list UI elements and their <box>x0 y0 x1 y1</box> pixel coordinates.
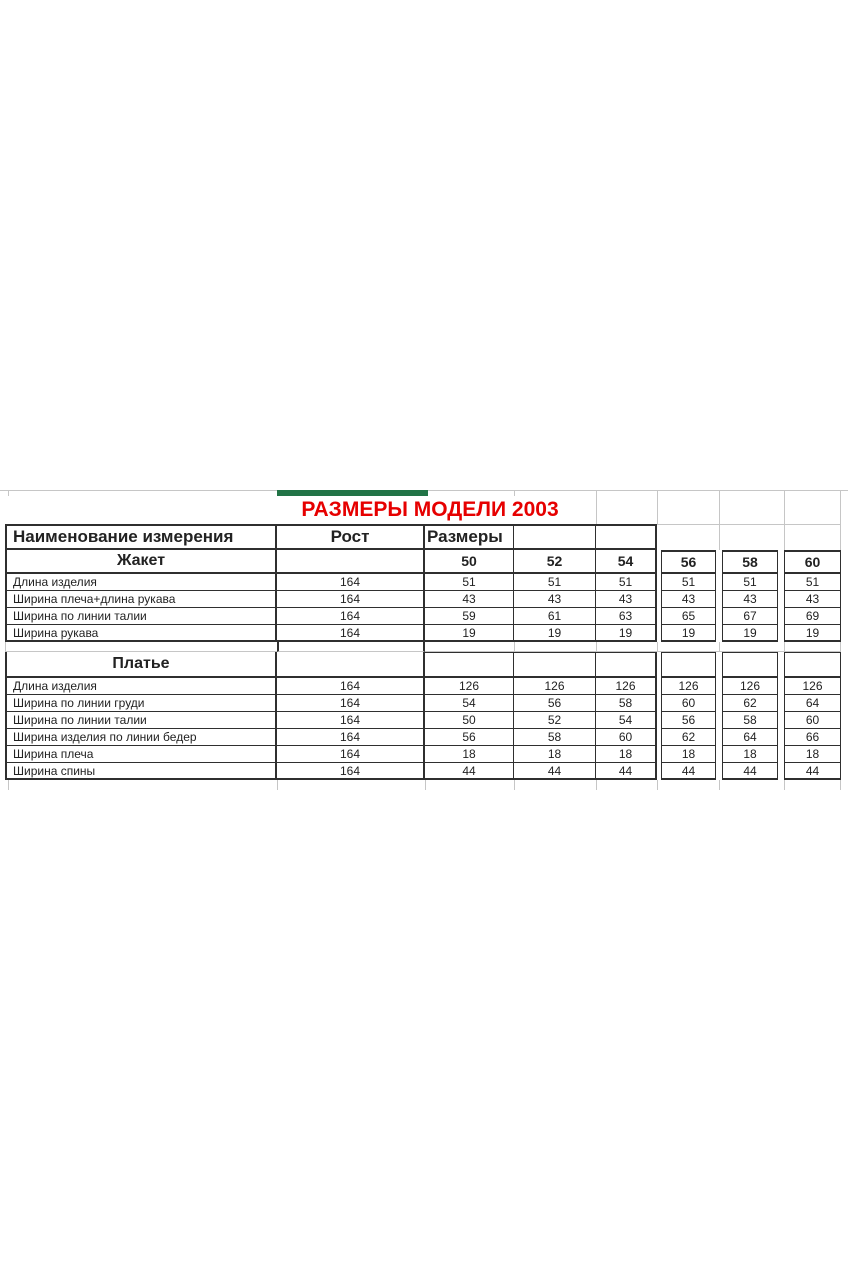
size-value-cell: 54 <box>596 712 657 729</box>
size-value-cell: 18 <box>596 746 657 763</box>
table-row <box>5 625 841 642</box>
size-value-cell: 19 <box>514 625 596 642</box>
measurement-name-cell: Ширина по линии талии <box>5 608 277 625</box>
measurement-name-cell: Ширина рукава <box>5 625 277 642</box>
size-value-cell: 43 <box>514 591 596 608</box>
measurement-name-cell: Ширина плеча <box>5 746 277 763</box>
size-table <box>5 496 841 780</box>
size-value-cell: 51 <box>722 574 778 591</box>
size-value-cell: 44 <box>722 763 778 780</box>
column-header-name: Наименование измерения <box>5 524 277 550</box>
size-header-cell: 56 <box>661 550 716 574</box>
table-row <box>5 712 841 729</box>
size-value-cell: 44 <box>425 763 514 780</box>
size-value-cell: 43 <box>661 591 716 608</box>
empty-size-cell <box>722 652 778 678</box>
size-value-cell: 58 <box>514 729 596 746</box>
title-row <box>5 496 841 524</box>
size-value-cell: 43 <box>722 591 778 608</box>
height-cell: 164 <box>277 695 425 712</box>
gridline <box>719 496 720 524</box>
table-row <box>5 746 841 763</box>
measurement-name-cell: Ширина по линии груди <box>5 695 277 712</box>
size-value-cell: 52 <box>514 712 596 729</box>
measurement-name-cell: Длина изделия <box>5 574 277 591</box>
measurement-name-cell: Ширина спины <box>5 763 277 780</box>
gridline <box>719 525 720 550</box>
size-value-cell: 51 <box>661 574 716 591</box>
size-value-cell: 43 <box>596 591 657 608</box>
size-value-cell: 58 <box>596 695 657 712</box>
height-cell: 164 <box>277 574 425 591</box>
size-value-cell: 126 <box>722 678 778 695</box>
measurement-name-cell: Ширина изделия по линии бедер <box>5 729 277 746</box>
separator-row <box>5 642 841 652</box>
header-row <box>5 524 841 550</box>
size-value-cell: 19 <box>425 625 514 642</box>
header-empty-cell <box>514 524 596 550</box>
size-value-cell: 60 <box>784 712 841 729</box>
size-value-cell: 126 <box>425 678 514 695</box>
empty-cell <box>277 550 425 574</box>
height-cell: 164 <box>277 729 425 746</box>
table-row <box>5 763 841 780</box>
gridline <box>719 780 720 790</box>
empty-cell <box>5 642 277 652</box>
empty-size-cell <box>661 652 716 678</box>
height-cell: 164 <box>277 608 425 625</box>
size-value-cell: 56 <box>425 729 514 746</box>
section-label-dress: Платье <box>5 652 277 678</box>
gridline <box>657 642 658 651</box>
size-value-cell: 59 <box>425 608 514 625</box>
table-row <box>5 678 841 695</box>
gridline <box>425 780 426 790</box>
gridline <box>784 642 785 651</box>
size-value-cell: 56 <box>514 695 596 712</box>
size-value-cell: 126 <box>514 678 596 695</box>
size-value-cell: 62 <box>722 695 778 712</box>
gridline <box>657 496 658 524</box>
size-header-row <box>5 550 841 574</box>
size-header-cell: 54 <box>596 550 657 574</box>
gridline <box>784 496 785 524</box>
size-value-cell: 126 <box>661 678 716 695</box>
size-value-cell: 65 <box>661 608 716 625</box>
gridline <box>596 642 597 651</box>
size-value-cell: 43 <box>425 591 514 608</box>
gridline <box>514 780 515 790</box>
gridline <box>277 780 278 790</box>
measurement-name-cell: Ширина плеча+длина рукава <box>5 591 277 608</box>
table-row <box>5 729 841 746</box>
size-value-cell: 60 <box>596 729 657 746</box>
size-value-cell: 51 <box>425 574 514 591</box>
gridline <box>719 642 720 651</box>
size-value-cell: 66 <box>784 729 841 746</box>
size-value-cell: 18 <box>514 746 596 763</box>
gridline <box>8 780 9 790</box>
table-row <box>5 608 841 625</box>
measurement-name-cell: Длина изделия <box>5 678 277 695</box>
table-row <box>5 695 841 712</box>
section-label-jacket: Жакет <box>5 550 277 574</box>
size-value-cell: 58 <box>722 712 778 729</box>
height-cell: 164 <box>277 678 425 695</box>
empty-region <box>425 642 841 652</box>
size-value-cell: 67 <box>722 608 778 625</box>
height-cell: 164 <box>277 591 425 608</box>
size-value-cell: 51 <box>784 574 841 591</box>
gridline <box>596 780 597 790</box>
size-value-cell: 43 <box>784 591 841 608</box>
column-header-height: Рост <box>277 524 425 550</box>
size-value-cell: 61 <box>514 608 596 625</box>
size-value-cell: 63 <box>596 608 657 625</box>
gridline <box>784 780 785 790</box>
gridline <box>657 780 658 790</box>
size-value-cell: 19 <box>596 625 657 642</box>
size-value-cell: 56 <box>661 712 716 729</box>
size-value-cell: 126 <box>596 678 657 695</box>
empty-size-cell <box>596 652 657 678</box>
size-value-cell: 51 <box>596 574 657 591</box>
size-value-cell: 51 <box>514 574 596 591</box>
gridline <box>840 496 841 524</box>
header-empty-region <box>657 524 841 550</box>
header-empty-cell <box>596 524 657 550</box>
size-value-cell: 18 <box>722 746 778 763</box>
column-header-sizes: Размеры <box>425 524 514 550</box>
size-header-cell: 60 <box>784 550 841 574</box>
table-row <box>5 591 841 608</box>
empty-size-cell <box>784 652 841 678</box>
size-value-cell: 64 <box>722 729 778 746</box>
empty-cell <box>277 642 425 652</box>
size-value-cell: 60 <box>661 695 716 712</box>
size-value-cell: 54 <box>425 695 514 712</box>
size-value-cell: 19 <box>722 625 778 642</box>
height-cell: 164 <box>277 712 425 729</box>
size-value-cell: 19 <box>784 625 841 642</box>
measurement-name-cell: Ширина по линии талии <box>5 712 277 729</box>
gridline <box>840 780 841 790</box>
size-header-cell: 50 <box>425 550 514 574</box>
height-cell: 164 <box>277 625 425 642</box>
size-header-cell: 58 <box>722 550 778 574</box>
size-value-cell: 62 <box>661 729 716 746</box>
size-value-cell: 50 <box>425 712 514 729</box>
gridline <box>840 642 841 651</box>
table-row <box>5 574 841 591</box>
section-header-row <box>5 652 841 678</box>
size-value-cell: 44 <box>514 763 596 780</box>
height-cell: 164 <box>277 763 425 780</box>
gridline <box>784 525 785 550</box>
size-value-cell: 18 <box>784 746 841 763</box>
empty-size-cell <box>514 652 596 678</box>
size-header-cell: 52 <box>514 550 596 574</box>
size-value-cell: 69 <box>784 608 841 625</box>
size-value-cell: 44 <box>661 763 716 780</box>
table-title: РАЗМЕРЫ МОДЕЛИ 2003 <box>301 498 559 521</box>
height-cell: 164 <box>277 746 425 763</box>
size-value-cell: 44 <box>596 763 657 780</box>
gridline <box>514 642 515 651</box>
empty-size-cell <box>425 652 514 678</box>
empty-cell <box>277 652 425 678</box>
size-value-cell: 126 <box>784 678 841 695</box>
size-value-cell: 19 <box>661 625 716 642</box>
size-value-cell: 64 <box>784 695 841 712</box>
size-value-cell: 44 <box>784 763 841 780</box>
size-value-cell: 18 <box>425 746 514 763</box>
size-value-cell: 18 <box>661 746 716 763</box>
